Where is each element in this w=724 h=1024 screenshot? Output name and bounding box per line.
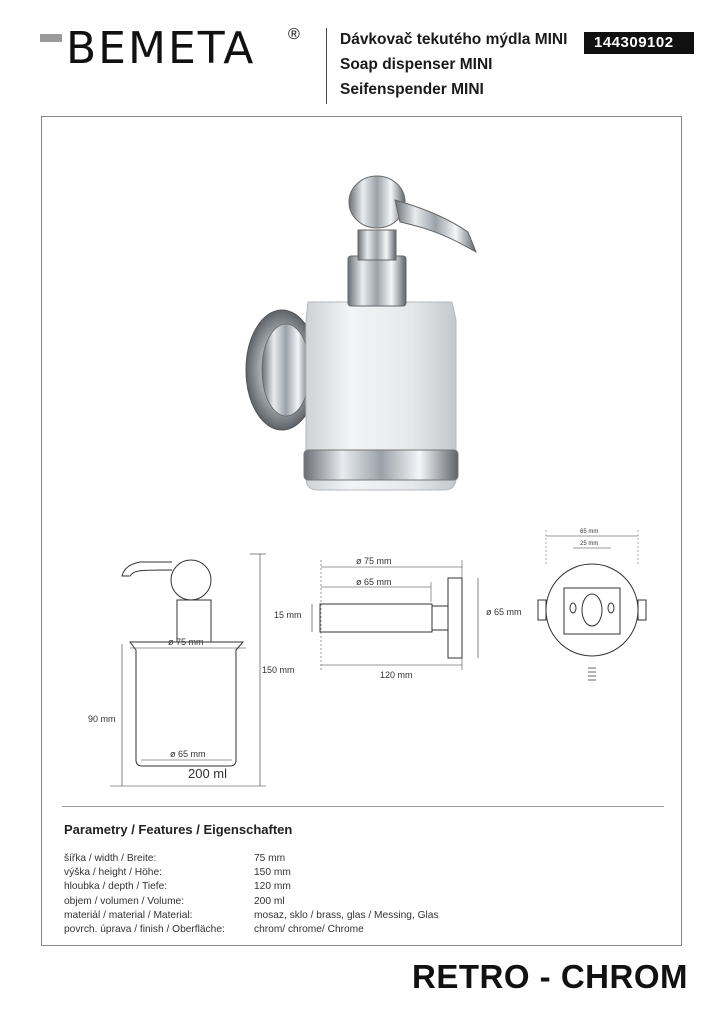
header-divider: [326, 28, 327, 104]
dim-height-150: 150 mm: [262, 665, 295, 675]
param-row: [64, 895, 439, 909]
product-photo: [200, 160, 500, 500]
volume-label: 200 ml: [188, 766, 228, 781]
params-title: Parametry / Features / Eigenschaften: [64, 822, 293, 837]
param-key: šířka / width / Breite:: [64, 853, 157, 864]
param-row: [64, 909, 439, 923]
param-key: povrch. úprava / finish / Oberfläche:: [64, 924, 225, 936]
section-divider: [62, 806, 664, 807]
param-value: 200 ml: [254, 895, 285, 907]
param-row: [64, 923, 439, 937]
param-key: hloubka / depth / Tiefe:: [64, 881, 168, 893]
param-value: 75 mm: [254, 853, 286, 864]
param-row: [64, 866, 439, 880]
brand-name: BEMETA: [66, 23, 256, 74]
dim-side-depth: 120 mm: [380, 670, 413, 680]
dim-side-plate: ø 65 mm: [486, 607, 522, 617]
title-en: Soap dispenser MINI: [340, 56, 493, 73]
registered-mark: ®: [288, 26, 300, 43]
logo-mark: [40, 34, 62, 42]
dim-side-dia-75: ø 75 mm: [356, 556, 392, 566]
param-row: [64, 852, 439, 866]
param-value: chrom/ chrome/ Chrome: [254, 924, 364, 936]
title-de: Seifenspender MINI: [340, 81, 484, 98]
dim-front-bottom-dia: ø 65 mm: [170, 749, 206, 759]
dim-side-15: 15 mm: [274, 610, 302, 620]
param-key: materiál / material / Material:: [64, 909, 193, 921]
technical-drawing: [0, 520, 724, 810]
param-row: [64, 880, 439, 894]
dim-side-dia-65: ø 65 mm: [356, 577, 392, 587]
dim-height-90: 90 mm: [88, 714, 116, 724]
title-cz: Dávkovač tekutého mýdla MINI: [340, 31, 568, 48]
series-title: RETRO - CHROM: [412, 958, 688, 995]
brand-logo: [40, 24, 310, 74]
dim-back-65: 65 mm: [580, 529, 599, 535]
param-value: 150 mm: [254, 867, 291, 879]
dim-back-25: 25 mm: [580, 541, 599, 547]
param-key: objem / volumen / Volume:: [64, 895, 185, 907]
param-key: výška / height / Höhe:: [64, 867, 162, 879]
product-code: 144309102: [584, 32, 694, 54]
product-titles: [340, 27, 567, 102]
param-value: 120 mm: [254, 881, 291, 893]
param-value: mosaz, sklo / brass, glas / Messing, Glas: [254, 909, 439, 921]
params-table: [64, 852, 439, 937]
dim-front-top-dia: ø 75 mm: [168, 637, 204, 647]
